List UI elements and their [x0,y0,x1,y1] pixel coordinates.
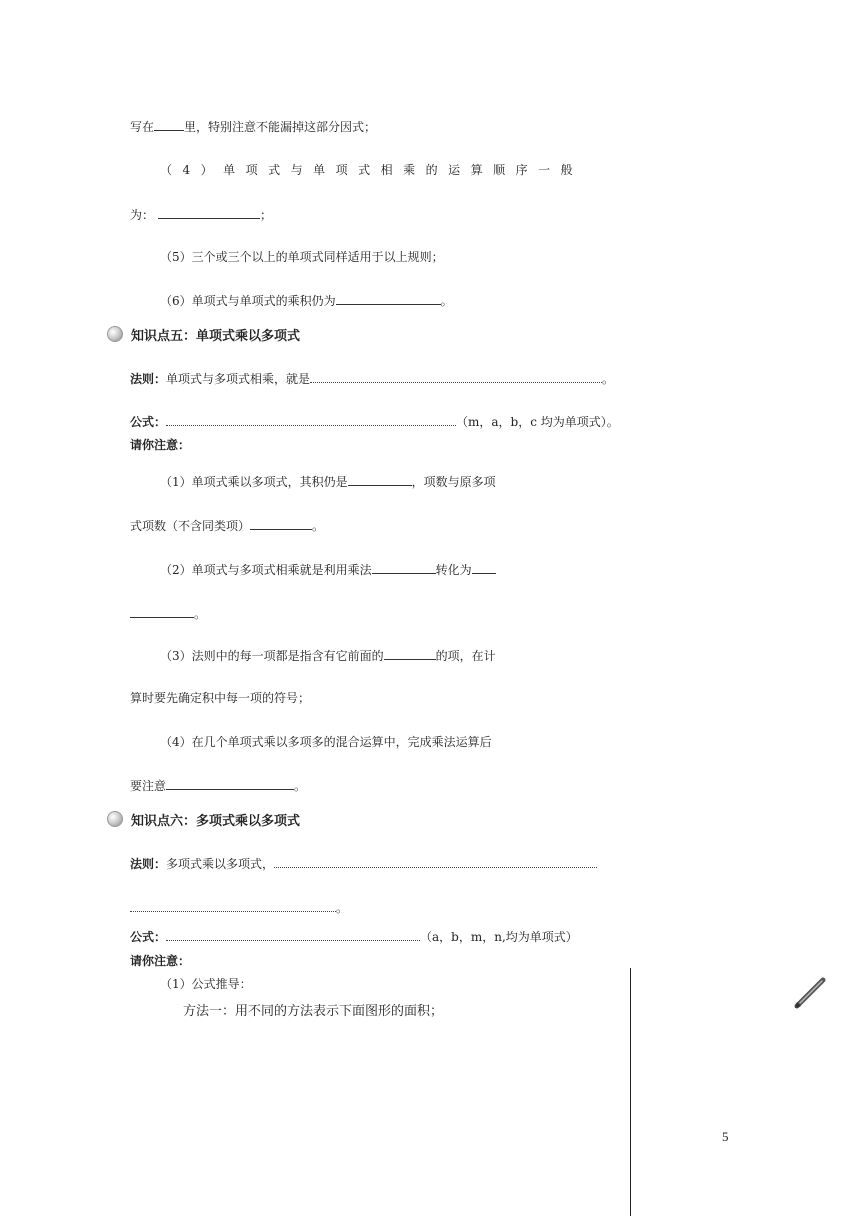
text: 要注意 [130,779,167,793]
section-heading-6 [107,811,300,831]
sphere-bullet-icon [107,326,123,342]
fill-dotted-blank[interactable] [166,928,420,941]
text-line-2: （4）单项式与单项式相乘的运算顺序一般 [160,163,584,177]
text: （3）法则中的每一项都是指含有它前面的 [160,649,384,663]
formula-line-5 [130,413,619,430]
text: 里，特别注意不能漏掉这部分因式； [184,120,377,134]
text: 。 [312,519,325,533]
text: 写在 [130,120,155,134]
notice-label-6: 请你注意： [130,954,191,968]
notice-item-3-cont: 算时要先确定积中每一项的符号； [130,691,311,705]
fill-blank[interactable] [336,292,441,305]
margin-divider [630,968,631,1216]
rule-label: 法则： [130,372,167,386]
notice-item-2-cont [130,605,206,622]
notice-label-5: 请你注意： [130,438,191,452]
text-line-1 [130,118,376,135]
notice-item-6-2: 方法一：用不同的方法表示下面图形的面积； [183,1004,444,1019]
notice-item-3 [160,647,496,664]
fill-dotted-blank[interactable] [130,899,336,912]
rule-label: 法则： [130,857,167,871]
text: （6）单项式与单项式的乘积仍为 [160,294,336,308]
fill-blank[interactable] [384,647,436,660]
rule-text: 单项式与多项式相乘，就是 [166,372,311,386]
notice-item-2 [160,561,496,578]
notice-item-1-cont [130,517,324,534]
notice-item-4-cont [130,777,306,794]
pen-icon [793,976,829,1010]
notice-item-4: （4）在几个单项式乘以多项多的混合运算中，完成乘法运算后 [160,735,492,749]
text: 的项，在计 [435,649,496,663]
rule-line-5 [130,370,614,387]
text: （2）单项式与多项式相乘就是利用乘法 [160,563,372,577]
heading-text: 知识点五：单项式乘以多项式 [131,329,301,344]
fill-blank[interactable] [348,473,412,486]
fill-blank[interactable] [154,118,184,131]
fill-dotted-blank[interactable] [166,413,456,426]
formula-note: （m，a，b，c 均为单项式）。 [456,415,619,429]
rule-text: 多项式乘以多项式， [166,857,275,871]
text-line-5 [160,292,453,309]
rule-line-6-cont [130,899,348,916]
text: ； [260,208,273,222]
fill-dotted-blank[interactable] [274,855,597,868]
fill-blank[interactable] [158,206,260,219]
fill-blank[interactable] [250,517,312,530]
text: 为： [130,208,155,222]
text: 。 [602,372,615,386]
formula-label: 公式： [130,930,167,944]
text: （1）单项式乘以多项式，其积仍是 [160,475,348,489]
fill-dotted-blank[interactable] [310,370,602,383]
fill-blank[interactable] [472,561,496,574]
formula-label: 公式： [130,415,167,429]
text: ，项数与原多项 [411,475,496,489]
fill-blank[interactable] [372,561,436,574]
section-heading-5 [107,326,300,346]
fill-blank[interactable] [130,605,194,618]
heading-text: 知识点六：多项式乘以多项式 [131,814,301,829]
text-line-3 [130,206,272,223]
text: 转化为 [435,563,472,577]
page-number: 5 [722,1129,729,1144]
notice-item-6-1: （1）公式推导： [160,977,252,991]
rule-line-6 [130,855,597,872]
text: 。 [194,607,207,621]
fill-blank[interactable] [166,777,294,790]
formula-note: （a，b，m，n,均为单项式） [420,930,578,944]
text: 。 [294,779,307,793]
formula-line-6 [130,928,578,945]
text-line-4: （5）三个或三个以上的单项式同样适用于以上规则； [160,250,444,264]
text: 。 [440,294,453,308]
text: 式项数（不含同类项） [130,519,251,533]
notice-item-1 [160,473,496,490]
text: 。 [336,901,349,915]
sphere-bullet-icon [107,811,123,827]
